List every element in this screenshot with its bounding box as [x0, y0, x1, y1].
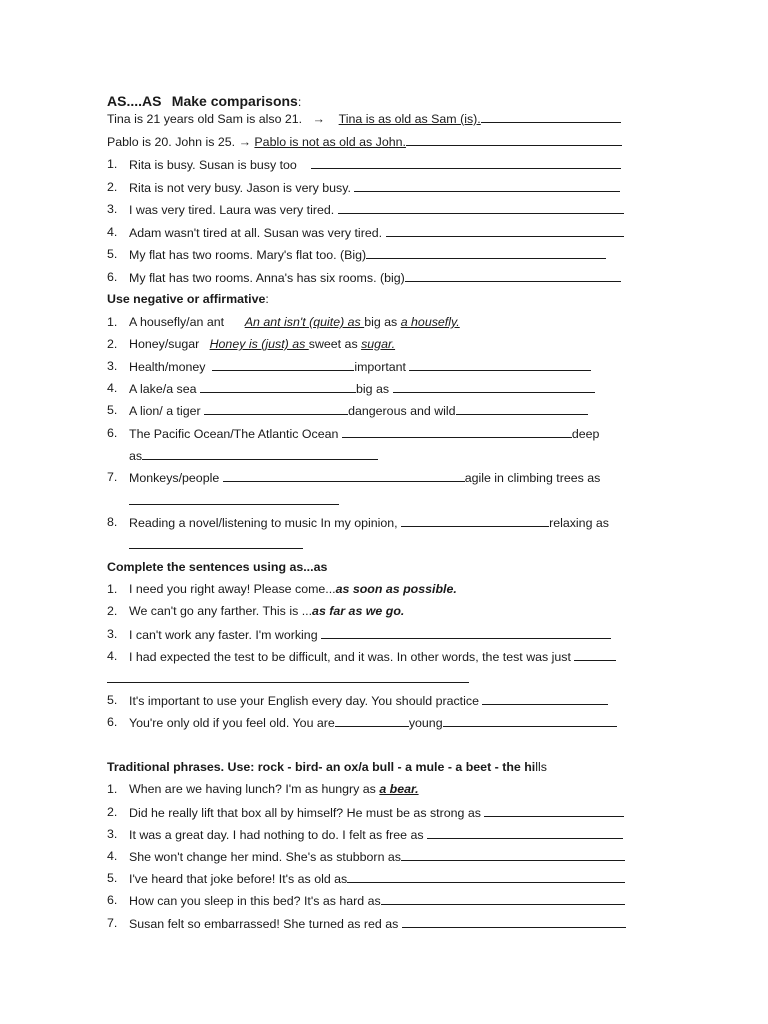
question-text: Adam wasn't tired at all. Susan was very tired.	[129, 226, 383, 240]
answer-blank[interactable]	[311, 157, 621, 169]
answer-blank[interactable]	[401, 849, 625, 861]
part2-item-1	[129, 315, 460, 329]
answer-blank[interactable]	[321, 627, 611, 639]
part2-item-5	[129, 403, 588, 418]
item-number: 6.	[107, 893, 118, 907]
pair-text: Health/money	[129, 360, 206, 374]
part4-item-1	[129, 782, 419, 796]
answer-blank[interactable]	[129, 493, 339, 505]
question-text: I need you right away! Please come...	[129, 582, 336, 596]
part3-item-1	[129, 582, 457, 596]
part4-item-7	[129, 916, 626, 931]
answer-blank[interactable]	[574, 649, 616, 661]
question-text: It was a great day. I had nothing to do. I felt as free as	[129, 828, 424, 842]
example-answer: An ant isn't (quite) as	[244, 315, 365, 329]
answer-blank[interactable]	[405, 270, 621, 282]
item-number: 7.	[107, 470, 118, 484]
item-number: 2.	[107, 180, 118, 194]
part1-item-2	[129, 180, 620, 195]
item-number: 2.	[107, 604, 118, 618]
example-1-answer: Tina is as old as Sam (is).	[338, 112, 481, 126]
answer-blank[interactable]	[443, 715, 617, 727]
pair-text: A lake/a sea	[129, 382, 197, 396]
question-text: I had expected the test to be difficult, and it was. In other words, the test was just	[129, 650, 571, 664]
item-number: 1.	[107, 582, 118, 596]
part2-item-6-cont	[129, 448, 378, 463]
question-text: Did he really lift that box all by himself? He must be as strong as	[129, 806, 481, 820]
example-answer-end: sugar.	[361, 337, 396, 351]
part2-item-6	[129, 426, 599, 441]
question-text: I can't work any faster. I'm working	[129, 628, 318, 642]
example-1	[107, 111, 621, 126]
item-number: 4.	[107, 649, 118, 663]
answer-blank[interactable]	[482, 693, 608, 705]
answer-blank[interactable]	[200, 381, 356, 393]
question-text: It's important to use your English every day. You should practice	[129, 694, 479, 708]
example-1-question: Tina is 21 years old Sam is also 21.	[107, 112, 303, 126]
part4-item-5	[129, 871, 625, 886]
question-text: important	[354, 360, 406, 374]
question-text: When are we having lunch? I'm as hungry as	[129, 782, 380, 796]
part2-item-3	[129, 359, 591, 374]
part2-item-8-cont	[129, 537, 303, 552]
example-2	[107, 134, 622, 149]
answer-blank[interactable]	[381, 893, 625, 905]
part1-item-3	[129, 202, 624, 217]
item-number: 3.	[107, 359, 118, 373]
question-text: Rita is not very busy. Jason is very busy.	[129, 181, 351, 195]
section-heading-as-as	[107, 560, 327, 574]
question-text: Rita is busy. Susan is busy too	[129, 158, 297, 172]
pair-text: A lion/ a tiger	[129, 404, 201, 418]
answer-blank[interactable]	[366, 247, 606, 259]
answer-blank[interactable]	[427, 827, 623, 839]
item-number: 3.	[107, 627, 118, 641]
item-number: 4.	[107, 225, 118, 239]
example-answer-end: a housefly.	[400, 315, 460, 329]
part2-item-2	[129, 337, 395, 351]
pair-text: Honey/sugar	[129, 337, 200, 351]
part3-item-2	[129, 604, 404, 618]
section-heading-traditional-phrases	[107, 760, 547, 774]
example-answer: a bear.	[379, 782, 419, 796]
section-heading-negative-affirmative	[107, 292, 269, 306]
item-number: 1.	[107, 157, 118, 171]
part4-item-2	[129, 805, 624, 820]
example-2-answer: Pablo is not as old as John.	[254, 135, 406, 149]
answer-blank[interactable]	[107, 671, 469, 683]
answer-blank[interactable]	[335, 715, 409, 727]
question-text: agile in climbing trees as	[464, 471, 601, 485]
title-sub: Make comparisons	[171, 93, 298, 109]
item-number: 2.	[107, 805, 118, 819]
question-text: We can't go any farther. This is ...	[129, 604, 313, 618]
part3-item-3	[129, 627, 611, 642]
worksheet-title	[107, 94, 301, 109]
answer-blank[interactable]	[386, 225, 624, 237]
example-answer: as soon as possible.	[335, 582, 457, 596]
answer-blank[interactable]	[402, 916, 626, 928]
section-heading-text: Use negative or affirmative	[107, 292, 266, 306]
question-text: I was very tired. Laura was very tired.	[129, 203, 335, 217]
example-answer: Honey is (just) as	[209, 337, 309, 351]
question-text: dangerous and wild	[348, 404, 456, 418]
item-number: 1.	[107, 315, 118, 329]
question-text: as	[129, 449, 143, 463]
item-number: 3.	[107, 827, 118, 841]
question-text: I've heard that joke before! It's as old as	[129, 872, 348, 886]
part3-item-5	[129, 693, 608, 708]
item-number: 3.	[107, 202, 118, 216]
answer-blank[interactable]	[409, 359, 591, 371]
question-text: My flat has two rooms. Anna's has six rooms. (big)	[129, 271, 405, 285]
question-text: young	[408, 716, 443, 730]
answer-blank[interactable]	[342, 426, 572, 438]
answer-blank[interactable]	[347, 871, 625, 883]
title-main: AS....AS	[107, 93, 162, 109]
part3-item-4	[129, 649, 616, 664]
answer-blank[interactable]	[456, 403, 588, 415]
item-number: 2.	[107, 337, 118, 351]
answer-blank[interactable]	[354, 180, 620, 192]
item-number: 4.	[107, 849, 118, 863]
question-text: You're only old if you feel old. You are	[129, 716, 335, 730]
part2-item-8	[129, 515, 609, 530]
example-answer: as far as we go.	[312, 604, 405, 618]
item-number: 5.	[107, 693, 118, 707]
answer-blank[interactable]	[142, 448, 378, 460]
item-number: 6.	[107, 426, 118, 440]
answer-blank[interactable]	[484, 805, 624, 817]
example-text: sweet as	[308, 337, 362, 351]
example-text: big as	[364, 315, 401, 329]
item-number: 8.	[107, 515, 118, 529]
section-heading-tail: lls	[535, 760, 547, 774]
part4-item-6	[129, 893, 625, 908]
item-number: 6.	[107, 270, 118, 284]
example-2-question: Pablo is 20. John is 25.	[107, 135, 236, 149]
part3-item-6	[129, 715, 617, 730]
question-text: big as	[355, 382, 390, 396]
item-number: 6.	[107, 715, 118, 729]
arrow-icon: →	[238, 135, 251, 149]
question-text: relaxing as	[549, 516, 609, 530]
item-number: 1.	[107, 782, 118, 796]
part3-item-4-cont	[107, 671, 469, 686]
pair-text: A housefly/an ant	[129, 315, 225, 329]
pair-text: The Pacific Ocean/The Atlantic Ocean	[129, 427, 339, 441]
item-number: 7.	[107, 916, 118, 930]
answer-blank[interactable]	[223, 470, 465, 482]
item-number: 4.	[107, 381, 118, 395]
answer-blank[interactable]	[338, 202, 624, 214]
answer-blank[interactable]	[406, 134, 622, 146]
part4-item-4	[129, 849, 625, 864]
answer-blank[interactable]	[212, 359, 354, 371]
item-number: 5.	[107, 871, 118, 885]
section-heading-colon: :	[265, 292, 269, 306]
part2-item-4	[129, 381, 595, 396]
part1-item-1	[129, 157, 621, 172]
section-heading-text: Traditional phrases. Use: rock - bird- an ox/a bull - a mule - a beet - the hi	[107, 760, 536, 774]
part2-item-7-cont	[129, 493, 339, 508]
answer-blank[interactable]	[393, 381, 595, 393]
question-text: deep	[571, 427, 600, 441]
item-number: 5.	[107, 403, 118, 417]
part4-item-3	[129, 827, 623, 842]
arrow-icon: →	[312, 112, 325, 126]
answer-blank[interactable]	[481, 111, 621, 123]
answer-blank[interactable]	[129, 537, 303, 549]
question-text: She won't change her mind. She's as stubborn as	[129, 850, 401, 864]
question-text: How can you sleep in this bed? It's as hard as	[129, 894, 381, 908]
item-number: 5.	[107, 247, 118, 261]
part1-item-5	[129, 247, 606, 262]
pair-text: Monkeys/people	[129, 471, 220, 485]
question-text: Susan felt so embarrassed! She turned as red as	[129, 917, 399, 931]
part1-item-4	[129, 225, 624, 240]
answer-blank[interactable]	[204, 403, 348, 415]
pair-text: Reading a novel/listening to music In my opinion,	[129, 516, 398, 530]
part2-item-7	[129, 470, 600, 485]
part1-item-6	[129, 270, 621, 285]
question-text: My flat has two rooms. Mary's flat too. (Big)	[129, 248, 367, 262]
answer-blank[interactable]	[401, 515, 549, 527]
title-colon: :	[297, 95, 302, 109]
section-heading-text: Complete the sentences using as...as	[107, 560, 328, 574]
